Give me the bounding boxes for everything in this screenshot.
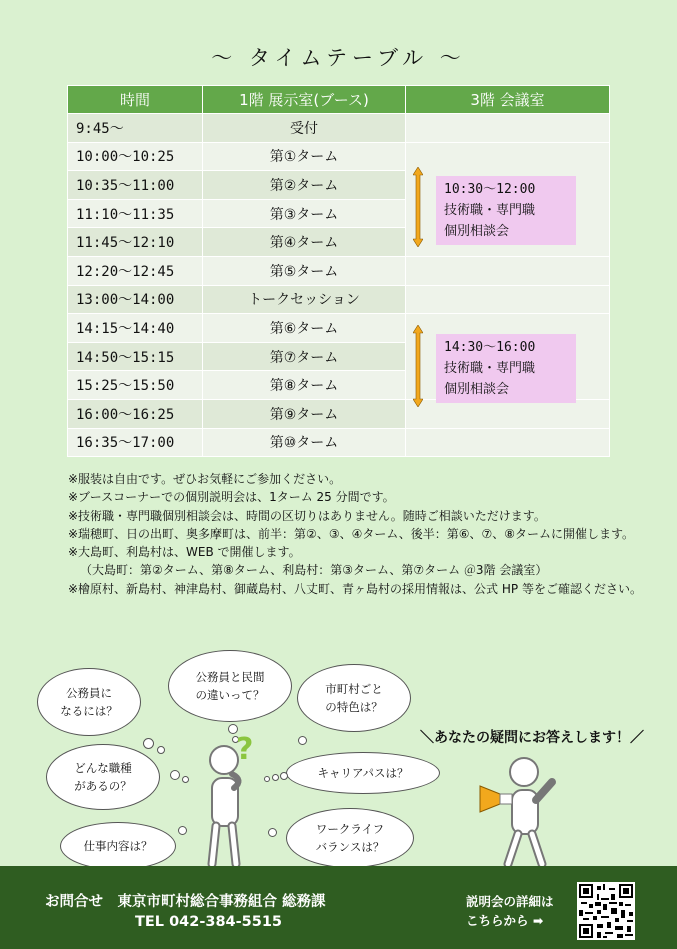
thought-dot — [178, 826, 187, 835]
thought-bubble — [46, 744, 160, 810]
consult-label: 技術職・専門職 — [444, 203, 536, 218]
time-cell: 15:25～15:50 — [68, 371, 203, 400]
bubble-text: なるには？ — [60, 704, 118, 718]
consult-label: 個別相談会 — [444, 382, 510, 397]
booth-cell: 第④ターム — [203, 228, 406, 257]
time-cell: 10:35～11:00 — [68, 171, 203, 200]
consult-box-morning — [436, 176, 576, 245]
room-cell — [406, 114, 610, 143]
thought-bubble — [286, 752, 440, 794]
time-cell: 10:00～10:25 — [68, 142, 203, 171]
thought-bubble — [60, 822, 176, 870]
consult-box-afternoon — [436, 334, 576, 403]
time-cell: 11:10～11:35 — [68, 199, 203, 228]
booth-cell: 受付 — [203, 114, 406, 143]
bubble-text: 公務員に — [66, 686, 112, 700]
note: ※技術職・専門職個別相談会は、時間の区切りはありません。随時ご相談いただけます。 — [68, 508, 546, 523]
bubble-text: 市町村ごと — [325, 682, 383, 696]
thought-dot — [280, 772, 288, 780]
booth-cell: 第⑩ターム — [203, 428, 406, 457]
notes — [68, 470, 677, 598]
thought-dot — [182, 776, 189, 783]
booth-cell: 第⑨ターム — [203, 399, 406, 428]
consult-label: 個別相談会 — [444, 224, 510, 239]
timetable-body — [68, 114, 610, 457]
note: ※大島町、利島村は、WEB で開催します。 — [68, 545, 301, 560]
note: ※檜原村、新島村、神津島村、御蔵島村、八丈町、青ヶ島村の採用情報は、公式 HP 等をご確認ください。 — [68, 581, 642, 596]
bubble-text: 公務員と民間 — [195, 670, 265, 684]
bubble-text: の特色は？ — [325, 700, 383, 714]
booth-cell: 第⑥ターム — [203, 314, 406, 343]
qr-code[interactable] — [577, 882, 635, 940]
page-title: ～ タイムテーブル ～ — [211, 46, 466, 70]
note: （大島町：第②ターム、第⑧ターム、利島村：第③ターム、第⑦ターム ＠3階 会議室） — [80, 563, 548, 578]
time-cell: 14:50～15:15 — [68, 342, 203, 371]
bubble-text: 仕事内容は？ — [83, 839, 153, 853]
time-cell: 9:45～ — [68, 114, 203, 143]
room-cell — [406, 285, 610, 314]
time-cell: 11:45～12:10 — [68, 228, 203, 257]
time-cell: 16:00～16:25 — [68, 399, 203, 428]
header-booth: 1階 展示室(ブース) — [203, 86, 406, 114]
thought-bubble — [37, 668, 141, 736]
table-row — [68, 142, 610, 171]
booth-cell: 第③ターム — [203, 199, 406, 228]
tel-number: TEL 042-384-5515 — [135, 914, 283, 930]
booth-cell: 第②ターム — [203, 171, 406, 200]
thought-dot — [157, 746, 165, 754]
booth-cell: 第⑦ターム — [203, 342, 406, 371]
footer — [0, 866, 677, 949]
bubble-text: ワークライフ — [315, 822, 385, 836]
table-row — [68, 114, 610, 143]
booth-cell: 第①ターム — [203, 142, 406, 171]
thinking-person-icon — [198, 740, 270, 868]
detail-link[interactable] — [466, 892, 554, 930]
thought-bubble — [168, 650, 292, 722]
question-mark-icon: ? — [236, 732, 254, 767]
note: ※ブースコーナーでの個別説明会は、1ターム 25 分間です。 — [68, 490, 395, 505]
bubble-text: の違いって？ — [195, 688, 265, 702]
booth-cell: トークセッション — [203, 285, 406, 314]
room-cell — [406, 399, 610, 428]
room-cell — [406, 256, 610, 285]
time-cell: 16:35～17:00 — [68, 428, 203, 457]
detail-text: こちらから — [466, 913, 529, 928]
thought-bubble — [297, 664, 411, 732]
thought-dot — [298, 736, 307, 745]
arrow-right-icon: ➡ — [532, 913, 544, 928]
table-row — [68, 256, 610, 285]
thought-dot — [272, 774, 279, 781]
bubble-text: どんな職種 — [74, 761, 132, 775]
note: ※服装は自由です。ぜひお気軽にご参加ください。 — [68, 472, 342, 486]
detail-text: 説明会の詳細は — [466, 894, 554, 909]
table-row — [68, 399, 610, 428]
thought-bubble — [286, 808, 414, 868]
time-cell: 12:20～12:45 — [68, 256, 203, 285]
table-row — [68, 428, 610, 457]
time-cell: 13:00～14:00 — [68, 285, 203, 314]
bubble-text: キャリアパスは？ — [317, 766, 409, 780]
bubble-text: があるの？ — [74, 779, 132, 793]
consult-label: 技術職・専門職 — [444, 361, 536, 376]
note: ※瑞穂町、日の出町、奥多摩町は、前半：第②、③、④ターム、後半：第⑥、⑦、⑧タームに開催します。 — [68, 526, 635, 541]
booth-cell: 第⑧ターム — [203, 371, 406, 400]
consult-time: 14:30～16:00 — [444, 340, 536, 355]
thought-dot — [143, 738, 154, 749]
time-cell: 14:15～14:40 — [68, 314, 203, 343]
consult-time: 10:30～12:00 — [444, 182, 536, 197]
room-cell — [406, 428, 610, 457]
thought-dot — [170, 770, 180, 780]
megaphone-person-icon — [478, 752, 568, 866]
table-row — [68, 285, 610, 314]
contact-info: お問合せ 東京市町村総合事務組合 総務課 — [45, 894, 326, 910]
header-time: 時間 — [68, 86, 203, 114]
double-arrow-icon — [413, 167, 423, 247]
header-room: 3階 会議室 — [406, 86, 610, 114]
answer-banner: ＼あなたの疑問にお答えします！／ — [420, 730, 644, 746]
bubble-text: バランスは？ — [315, 840, 385, 854]
double-arrow-icon — [413, 325, 423, 407]
booth-cell: 第⑤ターム — [203, 256, 406, 285]
